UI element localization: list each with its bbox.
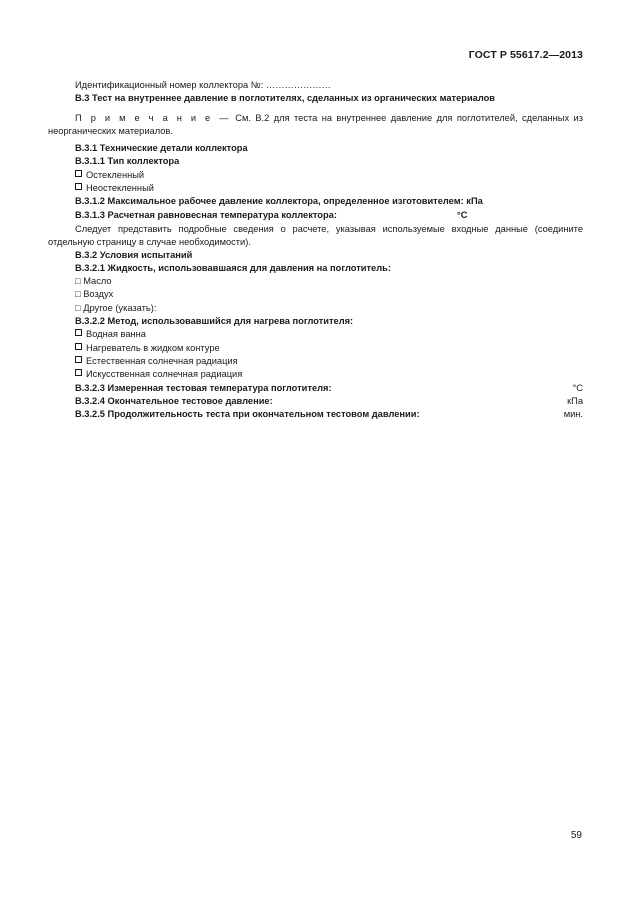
section-b321-title: В.3.2.1 Жидкость, использовавшаяся для давления на поглотитель: [75,262,391,273]
heat-option-water-bath [48,329,583,342]
section-b322-title: В.3.2.2 Метод, использовавшийся для нагрева поглотителя: [75,316,354,327]
option-unglazed-label: Неостекленный [86,183,154,194]
section-b324-row [48,396,583,409]
heat-option-label: Естественная солнечная радиация [86,355,238,366]
checkbox-icon [75,343,82,350]
b313-paragraph: Следует представить подробные сведения о расчете, указывая используемые входные данные (соедините отдельную страницу в случае необходимости). [48,223,583,248]
fluid-option-other: □ Другое (указать): [75,302,157,313]
b313-unit: °С [457,209,468,220]
section-b313-row [48,210,583,223]
page-number: 59 [570,830,582,841]
b325-unit: мин. [563,409,583,420]
fluid-option-air: □ Воздух [75,289,114,300]
collector-id-line: Идентификационный номер коллектора №: ………………… [75,80,331,90]
heat-option-label: Водная ванна [86,329,146,340]
page-content [48,80,583,422]
fluid-option-oil: □ Масло [75,276,112,287]
section-b311-title: В.3.1.1 Тип коллектора [75,156,180,167]
section-b325-title: В.3.2.5 Продолжительность теста при окончательном тестовом давлении: [75,409,420,420]
section-b32-title: В.3.2 Условия испытаний [75,249,193,260]
note-text: См. В.2 для теста на внутреннее давление для поглотителей, сделанных из неорганических материалов. [48,112,584,136]
option-glazed-label: Остекленный [86,169,145,180]
section-b323-row [48,383,583,396]
heat-option-label: Нагреватель в жидком контуре [86,342,220,353]
b324-unit: кПа [567,395,583,406]
note-paragraph [48,112,583,139]
heat-option-artificial [48,369,583,382]
section-b323-title: В.3.2.3 Измеренная тестовая температура поглотителя: [75,382,332,393]
note-label: П р и м е ч а н и е — [75,112,231,123]
heat-option-heater [48,343,583,356]
checkbox-icon [75,329,82,336]
option-glazed [48,170,583,183]
b323-unit: °С [572,382,583,393]
section-b325-row [48,409,583,422]
section-b31-title: В.3.1 Технические детали коллектора [75,143,248,154]
heat-option-label: Искусственная солнечная радиация [86,369,243,380]
section-b313-title: В.3.1.3 Расчетная равновесная температура коллектора: [75,209,337,220]
section-b312-title: В.3.1.2 Максимальное рабочее давление коллектора, определенное изготовителем: кПа [75,196,483,207]
section-b324-title: В.3.2.4 Окончательное тестовое давление: [75,395,273,406]
heat-option-natural [48,356,583,369]
section-b3-title: В.3 Тест на внутреннее давление в поглотителях, сделанных из органических материалов [75,93,496,104]
checkbox-icon [75,183,82,190]
checkbox-icon [75,369,82,376]
document-header: ГОСТ Р 55617.2—2013 [468,49,583,61]
option-unglazed [48,183,583,196]
checkbox-icon [75,170,82,177]
checkbox-icon [75,356,82,363]
